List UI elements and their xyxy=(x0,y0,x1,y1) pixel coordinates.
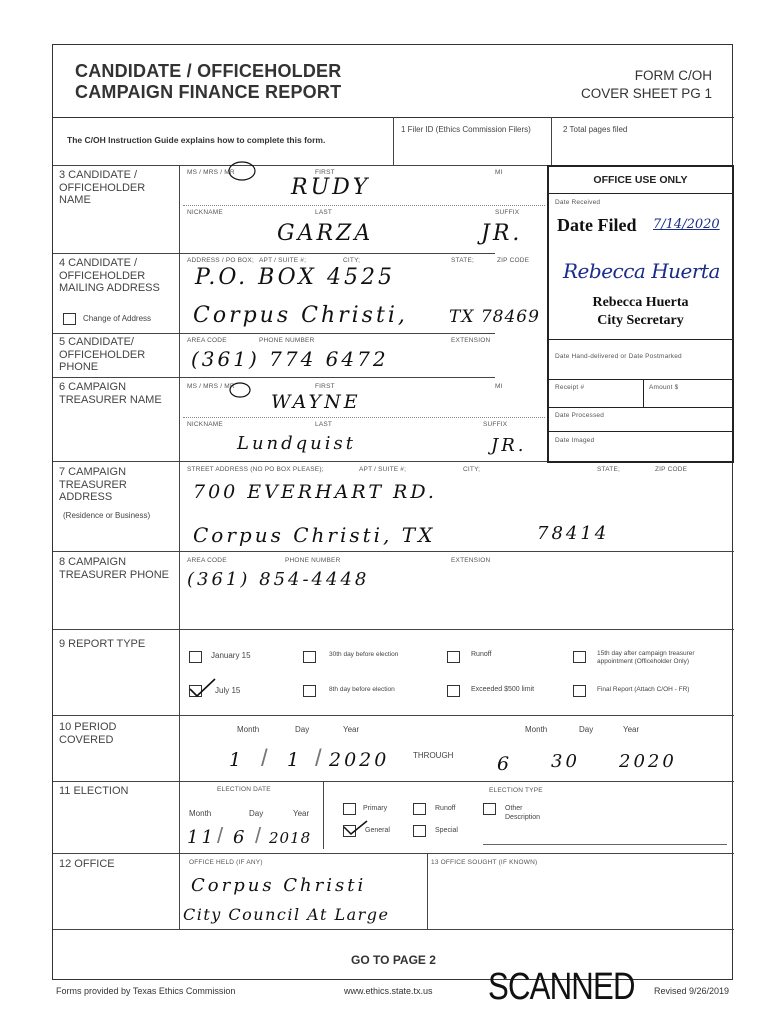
period-to-month-label: Month xyxy=(525,725,548,734)
period-from-year[interactable]: 2020 xyxy=(329,749,390,771)
scanned-stamp: SCANNED xyxy=(488,966,635,1008)
section-3-label: 3 CANDIDATE / OFFICEHOLDER NAME xyxy=(59,169,146,206)
treasurer-zip-label: ZIP CODE xyxy=(655,466,688,473)
treasurer-mi-label: MI xyxy=(495,383,503,390)
election-month[interactable]: 11 xyxy=(187,827,216,848)
period-to-day[interactable]: 30 xyxy=(551,751,580,772)
election-other-label: Other xyxy=(505,805,523,812)
candidate-last-name[interactable]: GARZA xyxy=(277,221,374,246)
receipt-label: Receipt # xyxy=(555,384,585,391)
treasurer-state-label: STATE; xyxy=(597,466,620,473)
candidate-phone-value[interactable]: (361) 774 6472 xyxy=(191,347,389,371)
phone-number-label: PHONE NUMBER xyxy=(259,337,315,344)
mailing-address-line1[interactable]: P.O. BOX 4525 xyxy=(195,265,395,290)
campaign-finance-form xyxy=(52,44,733,980)
treasurer-apt-label: APT / SUITE #; xyxy=(359,466,407,473)
election-general-label: General xyxy=(365,827,390,834)
treasurer-first-label: FIRST xyxy=(315,383,335,390)
section-4-label: 4 CANDIDATE / OFFICEHOLDER MAILING ADDRESS xyxy=(59,257,160,294)
election-primary-checkbox[interactable] xyxy=(343,803,356,815)
office-held-label: OFFICE HELD (IF ANY) xyxy=(189,859,263,866)
period-from-slash-2: / xyxy=(315,745,322,772)
report-exceeded-checkbox[interactable] xyxy=(447,685,460,697)
period-from-slash-1: / xyxy=(261,745,268,772)
election-special-checkbox[interactable] xyxy=(413,825,426,837)
report-final-label: Final Report (Attach C/OH - FR) xyxy=(597,686,690,693)
office-held-line1[interactable]: Corpus Christi xyxy=(191,875,367,896)
footer-website[interactable]: www.ethics.state.tx.us xyxy=(344,986,433,996)
first-label: FIRST xyxy=(315,169,335,176)
footer-provided-by: Forms provided by Texas Ethics Commission xyxy=(56,986,236,996)
zip-label: ZIP CODE xyxy=(497,257,530,264)
election-day[interactable]: 6 xyxy=(233,827,248,848)
mi-label: MI xyxy=(495,169,503,176)
treasurer-address-line2[interactable]: Corpus Christi, TX xyxy=(193,523,436,547)
period-to-year[interactable]: 2020 xyxy=(619,751,677,772)
candidate-first-name[interactable]: RUDY xyxy=(291,175,371,200)
residence-business-note: (Residence or Business) xyxy=(63,511,151,520)
election-date-label: ELECTION DATE xyxy=(217,786,271,793)
section-10-label: 10 PERIOD COVERED xyxy=(59,721,117,746)
report-15th-day-label: 15th day after campaign treasurer appointment (Officeholder Only) xyxy=(597,650,695,665)
election-year[interactable]: 2018 xyxy=(269,829,312,847)
mailing-address-city[interactable]: Corpus Christi, xyxy=(193,303,408,328)
treasurer-prefix-label: MS / MRS / MR xyxy=(187,383,235,390)
filer-id-label: 1 Filer ID (Ethics Commission Filers) xyxy=(401,125,531,134)
last-label: LAST xyxy=(315,209,333,216)
office-sought-label: 13 OFFICE SOUGHT (IF KNOWN) xyxy=(431,859,538,866)
treasurer-suffix[interactable]: JR. xyxy=(491,435,527,456)
election-type-label: ELECTION TYPE xyxy=(489,787,543,794)
area-code-label: AREA CODE xyxy=(187,337,227,344)
report-final-checkbox[interactable] xyxy=(573,685,586,697)
clerk-role: City Secretary xyxy=(597,313,684,328)
street-address-label: STREET ADDRESS (NO PO BOX PLEASE); xyxy=(187,466,324,473)
period-to-year-label: Year xyxy=(623,725,640,734)
total-pages-label: 2 Total pages filed xyxy=(563,125,628,134)
change-of-address-label: Change of Address xyxy=(83,314,152,323)
report-july15-label: July 15 xyxy=(215,686,241,695)
date-imaged-label: Date Imaged xyxy=(555,437,595,444)
section-7-label: 7 CAMPAIGN TREASURER ADDRESS xyxy=(59,466,127,503)
footer-revised: Revised 9/26/2019 xyxy=(654,986,730,996)
treasurer-address-line1[interactable]: 700 EVERHART RD. xyxy=(193,481,437,503)
election-day-label: Day xyxy=(249,809,264,818)
period-to-day-label: Day xyxy=(579,725,594,734)
address-label: ADDRESS / PO BOX; xyxy=(187,257,254,264)
treasurer-suffix-label: SUFFIX xyxy=(483,421,508,428)
report-exceeded-label: Exceeded $500 limit xyxy=(471,686,535,693)
election-other-checkbox[interactable] xyxy=(483,803,496,815)
report-july15-checkmark xyxy=(187,677,217,699)
report-jan15-label: January 15 xyxy=(211,651,251,660)
period-from-day[interactable]: 1 xyxy=(287,749,303,771)
period-from-year-label: Year xyxy=(343,725,360,734)
treasurer-phone-value[interactable]: (361) 854-4448 xyxy=(187,569,370,590)
date-filed-value: 7/14/2020 xyxy=(653,217,720,232)
period-to-month[interactable]: 6 xyxy=(497,753,513,775)
report-runoff-checkbox[interactable] xyxy=(447,651,460,663)
report-15th-day-checkbox[interactable] xyxy=(573,651,586,663)
candidate-suffix[interactable]: JR. xyxy=(481,221,523,246)
date-processed-label: Date Processed xyxy=(555,412,605,419)
date-hand-delivered-label: Date Hand-delivered or Date Postmarked xyxy=(555,353,682,360)
election-other-description-label: Description xyxy=(505,814,541,821)
form-title-line2: CAMPAIGN FINANCE REPORT xyxy=(75,82,342,102)
period-from-month[interactable]: 1 xyxy=(229,749,245,771)
suffix-label: SUFFIX xyxy=(495,209,520,216)
section-8-label: 8 CAMPAIGN TREASURER PHONE xyxy=(59,556,170,581)
form-title-line1: CANDIDATE / OFFICEHOLDER xyxy=(75,61,342,81)
treasurer-last-label: LAST xyxy=(315,421,333,428)
mailing-address-state-zip[interactable]: TX 78469 xyxy=(449,307,540,327)
report-8th-day-checkbox[interactable] xyxy=(303,685,316,697)
election-slash-1: / xyxy=(217,823,224,848)
treasurer-last-name[interactable]: Lundquist xyxy=(237,433,357,454)
section-12-label: 12 OFFICE xyxy=(59,858,115,870)
instruction-text: The C/OH Instruction Guide explains how to complete this form. xyxy=(67,135,326,145)
period-through-label: THROUGH xyxy=(413,751,454,760)
report-jan15-checkbox[interactable] xyxy=(189,651,202,663)
election-month-label: Month xyxy=(189,809,212,818)
treasurer-city-label: CITY; xyxy=(463,466,481,473)
form-id: FORM C/OH xyxy=(634,68,712,83)
state-label: STATE; xyxy=(451,257,474,264)
period-from-month-label: Month xyxy=(237,725,260,734)
prefix-label: MS / MRS / MR xyxy=(187,169,235,176)
office-held-line2[interactable]: City Council At Large xyxy=(183,905,390,924)
nickname-label: NICKNAME xyxy=(187,209,223,216)
form-sheet: COVER SHEET PG 1 xyxy=(580,86,712,101)
city-label: CITY; xyxy=(343,257,361,264)
date-filed-stamp: Date Filed xyxy=(557,215,637,235)
election-runoff-checkbox[interactable] xyxy=(413,803,426,815)
election-primary-label: Primary xyxy=(363,805,388,812)
apt-label: APT / SUITE #; xyxy=(259,257,307,264)
treasurer-extension-label: EXTENSION xyxy=(451,557,491,564)
election-special-label: Special xyxy=(435,827,458,834)
period-from-day-label: Day xyxy=(295,725,310,734)
office-use-box xyxy=(547,165,734,463)
extension-label: EXTENSION xyxy=(451,337,491,344)
section-9-label: 9 REPORT TYPE xyxy=(59,638,146,650)
section-5-label: 5 CANDIDATE/ OFFICEHOLDER PHONE xyxy=(59,336,146,373)
treasurer-area-code-label: AREA CODE xyxy=(187,557,227,564)
election-year-label: Year xyxy=(293,809,310,818)
amount-label: Amount $ xyxy=(649,384,679,391)
go-to-page-2: GO TO PAGE 2 xyxy=(351,953,436,967)
change-of-address-checkbox[interactable] xyxy=(63,313,76,325)
clerk-signature: Rebecca Huerta xyxy=(563,259,720,283)
office-use-title: OFFICE USE ONLY xyxy=(549,167,732,194)
report-runoff-label: Runoff xyxy=(471,651,492,658)
section-11-label: 11 ELECTION xyxy=(59,785,129,797)
prefix-circle xyxy=(226,159,258,181)
treasurer-nickname-label: NICKNAME xyxy=(187,421,223,428)
treasurer-address-zip[interactable]: 78414 xyxy=(537,523,610,544)
report-30th-day-label: 30th day before election xyxy=(329,651,399,658)
clerk-name: Rebecca Huerta xyxy=(592,295,689,310)
treasurer-phone-label: PHONE NUMBER xyxy=(285,557,341,564)
report-8th-day-label: 8th day before election xyxy=(329,686,395,693)
treasurer-first-name[interactable]: WAYNE xyxy=(271,391,361,413)
date-received-label: Date Received xyxy=(555,199,601,206)
report-30th-day-checkbox[interactable] xyxy=(303,651,316,663)
section-6-label: 6 CAMPAIGN TREASURER NAME xyxy=(59,381,162,406)
election-slash-2: / xyxy=(255,823,262,848)
treasurer-prefix-circle xyxy=(227,381,253,399)
election-runoff-label: Runoff xyxy=(435,805,456,812)
